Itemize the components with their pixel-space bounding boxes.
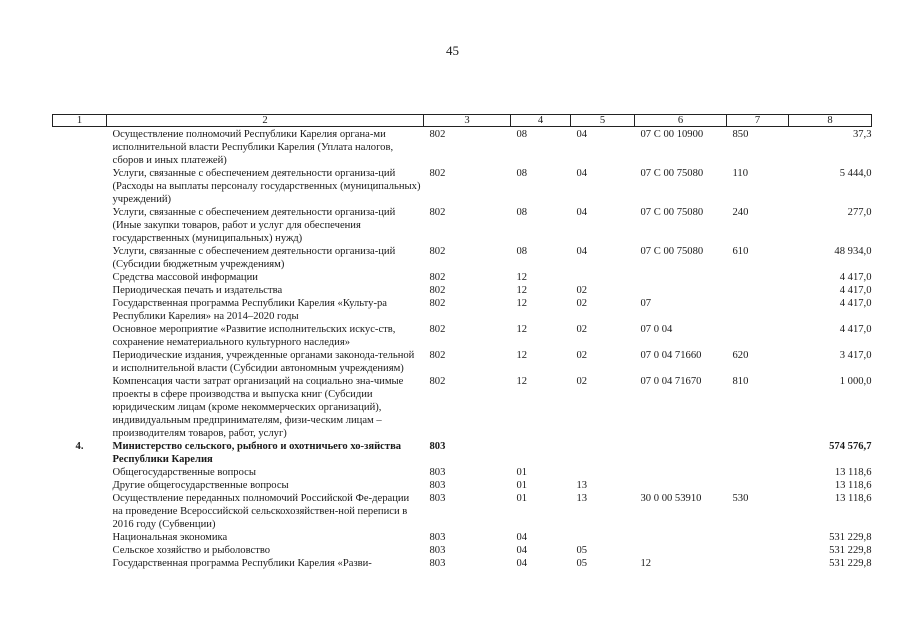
expense-type-code: 110: [732, 168, 748, 179]
section-code: 01: [516, 480, 528, 491]
section-code: 04: [516, 558, 528, 569]
expense-type-code: 240: [732, 207, 749, 218]
row-name: Осуществление переданных полномочий Российской Фе-дерации на проведение Всероссийской сельскохозяйствен-ной переписи в 2016 году (Субвенции): [112, 493, 410, 530]
ministry-code: 802: [429, 324, 446, 335]
budget-table: [52, 114, 872, 570]
expense-type-code: [727, 323, 789, 349]
table-row: [53, 557, 872, 570]
target-article-code: 07 С 00 10900: [640, 129, 704, 140]
row-number: [53, 557, 107, 570]
table-row: [53, 544, 872, 557]
section-code: 12: [516, 350, 528, 361]
section-code: 12: [516, 376, 528, 387]
target-article-code: [635, 466, 727, 479]
amount: 48 934,0: [834, 246, 872, 257]
header-col-8: 8: [789, 115, 872, 127]
row-number: [53, 206, 107, 245]
expense-type-code: [727, 479, 789, 492]
ministry-code: 803: [429, 441, 446, 452]
row-name: Национальная экономика: [112, 532, 228, 543]
ministry-code: 802: [429, 246, 446, 257]
expense-type-code: [727, 531, 789, 544]
expense-type-code: 610: [732, 246, 749, 257]
ministry-code: 802: [429, 376, 446, 387]
subsection-code: 13: [576, 480, 588, 491]
section-code: 04: [516, 545, 528, 556]
subsection-code: 02: [576, 350, 588, 361]
row-number: [53, 479, 107, 492]
amount: 3 417,0: [839, 350, 872, 361]
row-name: Общегосударственные вопросы: [112, 467, 256, 478]
table-row: [53, 466, 872, 479]
section-code: 08: [516, 207, 528, 218]
row-name: Компенсация части затрат организаций на социально зна-чимые проекты в сфере производства и выпуска книг (Субсидии юридическим лицам (кроме некоммерческих организаций), индивидуальным предпринимателям, физи-ческим лицам – производителям товаров, работ, услуг): [112, 376, 404, 439]
ministry-code: 803: [429, 467, 446, 478]
row-number: [53, 349, 107, 375]
row-number: [53, 323, 107, 349]
amount: 13 118,6: [834, 480, 872, 491]
amount: 37,3: [852, 129, 872, 140]
row-name: Периодическая печать и издательства: [112, 285, 283, 296]
target-article-code: 07 С 00 75080: [640, 168, 704, 179]
row-number: [53, 245, 107, 271]
target-article-code: 07: [640, 298, 652, 309]
target-article-code: 30 0 00 53910: [640, 493, 702, 504]
ministry-code: 802: [429, 298, 446, 309]
ministry-code: 802: [429, 207, 446, 218]
row-name: Средства массовой информации: [112, 272, 258, 283]
subsection-code: 02: [576, 376, 588, 387]
table-row: [53, 127, 872, 168]
section-code: 12: [516, 324, 528, 335]
target-article-code: [635, 440, 727, 466]
section-code: 12: [516, 272, 528, 283]
expense-type-code: 620: [732, 350, 749, 361]
table-row: [53, 440, 872, 466]
subsection-code: 02: [576, 298, 588, 309]
ministry-code: 803: [429, 558, 446, 569]
subsection-code: 05: [576, 545, 588, 556]
row-number: [53, 492, 107, 531]
row-name: Услуги, связанные с обеспечением деятельности организа-ций (Расходы на выплаты персоналу государственных (муниципальных) учреждений): [112, 168, 421, 205]
expense-type-code: [727, 440, 789, 466]
subsection-code: 13: [576, 493, 588, 504]
header-col-6: 6: [635, 115, 727, 127]
target-article-code: [635, 531, 727, 544]
header-col-5: 5: [571, 115, 635, 127]
amount: 13 118,6: [834, 493, 872, 504]
target-article-code: [635, 544, 727, 557]
amount: 4 417,0: [839, 285, 872, 296]
ministry-code: 802: [429, 168, 446, 179]
ministry-code: 803: [429, 493, 446, 504]
subsection-code: 04: [576, 129, 588, 140]
expense-type-code: 850: [732, 129, 749, 140]
page-number: 45: [446, 43, 459, 58]
section-code: 08: [516, 246, 528, 257]
table-row: [53, 284, 872, 297]
expense-type-code: [727, 544, 789, 557]
ministry-code: 802: [429, 285, 446, 296]
amount: 574 576,7: [829, 441, 872, 452]
row-name: Услуги, связанные с обеспечением деятельности организа-ций (Субсидии бюджетным учреждениям): [112, 246, 396, 270]
subsection-code: 04: [576, 207, 588, 218]
row-number: 4.: [75, 441, 84, 452]
amount: 531 229,8: [829, 558, 872, 569]
amount: 277,0: [847, 207, 872, 218]
table-row: [53, 479, 872, 492]
row-name: Сельское хозяйство и рыболовство: [112, 545, 271, 556]
table-row: [53, 167, 872, 206]
section-code: 12: [516, 285, 528, 296]
subsection-code: [571, 466, 635, 479]
subsection-code: 02: [576, 285, 588, 296]
expense-type-code: [727, 466, 789, 479]
target-article-code: 12: [640, 558, 652, 569]
target-article-code: [635, 479, 727, 492]
section-code: 12: [516, 298, 528, 309]
amount: 4 417,0: [839, 272, 872, 283]
row-name: Государственная программа Республики Карелия «Культу-ра Республики Карелия» на 2014–2020 годы: [112, 298, 387, 322]
table-header: [53, 115, 872, 127]
row-name: Основное мероприятие «Развитие исполнительских искус-ств, сохранение нематериального культурного наследия»: [112, 324, 396, 348]
row-number: [53, 466, 107, 479]
table-row: [53, 375, 872, 440]
section-code: 08: [516, 168, 528, 179]
subsection-code: 04: [576, 246, 588, 257]
row-number: [53, 531, 107, 544]
target-article-code: 07 С 00 75080: [640, 246, 704, 257]
table-row: [53, 297, 872, 323]
table-row: [53, 349, 872, 375]
section-code: 08: [516, 129, 528, 140]
table-row: [53, 323, 872, 349]
row-number: [53, 271, 107, 284]
table-row: [53, 271, 872, 284]
expense-type-code: [727, 271, 789, 284]
subsection-code: [571, 531, 635, 544]
row-number: [53, 127, 107, 168]
expense-type-code: [727, 284, 789, 297]
amount: 531 229,8: [829, 545, 872, 556]
row-name: Государственная программа Республики Карелия «Разви-: [112, 558, 372, 569]
table-row: [53, 245, 872, 271]
amount: 531 229,8: [829, 532, 872, 543]
table-body: [53, 127, 872, 571]
row-number: [53, 284, 107, 297]
expense-type-code: [727, 557, 789, 570]
amount: 4 417,0: [839, 324, 872, 335]
header-col-3: 3: [424, 115, 511, 127]
ministry-code: 802: [429, 272, 446, 283]
header-row: [53, 115, 872, 127]
row-number: [53, 167, 107, 206]
subsection-code: 02: [576, 324, 588, 335]
row-name: Услуги, связанные с обеспечением деятельности организа-ций (Иные закупки товаров, работ и услуг для обеспечения государственных (муниципальных) нужд): [112, 207, 396, 244]
row-number: [53, 544, 107, 557]
section-code: 01: [516, 493, 528, 504]
ministry-code: 802: [429, 350, 446, 361]
table-row: [53, 531, 872, 544]
amount: 13 118,6: [834, 467, 872, 478]
subsection-code: 04: [576, 168, 588, 179]
row-name: Периодические издания, учрежденные органами законода-тельной и исполнительной власти (Субсидии автономным учреждениям): [112, 350, 415, 374]
table-row: [53, 206, 872, 245]
section-code: 01: [516, 467, 528, 478]
target-article-code: 07 С 00 75080: [640, 207, 704, 218]
ministry-code: 803: [429, 480, 446, 491]
row-number: [53, 375, 107, 440]
row-name: Осуществление полномочий Республики Карелия органа-ми исполнительной власти Республики Карелия (Уплата налогов, сборов и иных платежей): [112, 129, 394, 166]
amount: 1 000,0: [839, 376, 872, 387]
ministry-code: 803: [429, 545, 446, 556]
target-article-code: 07 0 04: [640, 324, 673, 335]
subsection-code: 05: [576, 558, 588, 569]
subsection-code: [571, 271, 635, 284]
target-article-code: 07 0 04 71670: [640, 376, 702, 387]
table-row: [53, 492, 872, 531]
target-article-code: [635, 271, 727, 284]
header-col-1: 1: [53, 115, 107, 127]
expense-type-code: 530: [732, 493, 749, 504]
expense-type-code: [727, 297, 789, 323]
section-code: 04: [516, 532, 528, 543]
header-col-7: 7: [727, 115, 789, 127]
row-name: Министерство сельского, рыбного и охотничьего хо-зяйства Республики Карелия: [112, 441, 402, 465]
amount: 5 444,0: [839, 168, 872, 179]
expense-type-code: 810: [732, 376, 749, 387]
amount: 4 417,0: [839, 298, 872, 309]
target-article-code: [635, 284, 727, 297]
target-article-code: 07 0 04 71660: [640, 350, 702, 361]
header-col-4: 4: [511, 115, 571, 127]
row-name: Другие общегосударственные вопросы: [112, 480, 289, 491]
row-number: [53, 297, 107, 323]
header-col-2: 2: [107, 115, 424, 127]
ministry-code: 802: [429, 129, 446, 140]
subsection-code: [571, 440, 635, 466]
ministry-code: 803: [429, 532, 446, 543]
section-code: [511, 440, 571, 466]
